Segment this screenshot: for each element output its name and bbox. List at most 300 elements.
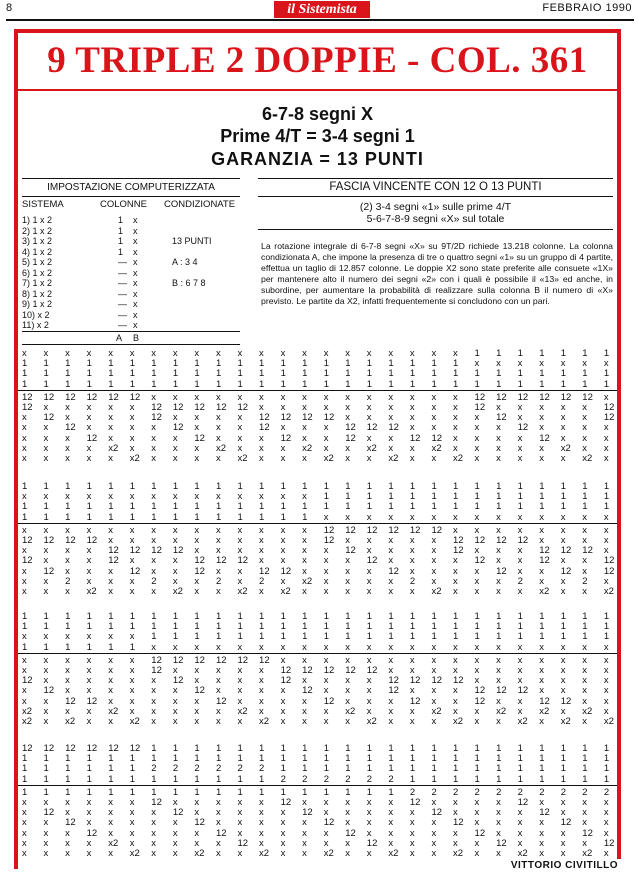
grid-cell: x — [302, 797, 307, 808]
grid-cell: 1 — [86, 753, 92, 765]
grid-cell: x — [582, 716, 588, 727]
grid-cell: x — [194, 807, 200, 819]
grid-cell: 12 — [453, 675, 464, 687]
grid-cell: x — [345, 442, 350, 454]
grid-cell: 12 — [366, 555, 378, 567]
grid-cell: 1 — [345, 753, 351, 765]
grid-cell: x — [259, 837, 264, 849]
grid-cell: x — [431, 575, 437, 587]
grid-cell: 12 — [151, 665, 162, 676]
grid-cell: 1 — [151, 753, 157, 765]
grid-cell: 12 — [129, 743, 141, 754]
grid-cell: 1 — [517, 378, 523, 390]
grid-cell: x — [215, 807, 221, 819]
grid-cell: x — [388, 442, 394, 454]
grid-cell: x — [65, 797, 70, 808]
grid-cell: 12 — [151, 412, 162, 424]
grid-cell: x — [172, 685, 178, 697]
grid-cell: x — [323, 586, 329, 597]
grid-cell: 1 — [409, 378, 416, 390]
grid-cell: x — [194, 545, 200, 557]
grid-cell: x — [302, 827, 307, 839]
grid-cell: x — [517, 837, 523, 849]
grid-cell: x — [43, 665, 49, 676]
grid-cell: 1 — [388, 631, 394, 643]
grid-cell: 1 — [151, 631, 157, 643]
grid-cell: x — [194, 524, 200, 536]
grid-cell: x — [302, 695, 307, 707]
grid-cell: x — [259, 545, 264, 557]
grid-cell: x — [388, 716, 394, 727]
grid-cell: 2 — [366, 773, 373, 785]
grid-cell: x — [366, 453, 372, 464]
grid-cell: 1 — [172, 753, 179, 765]
grid-cell: 12 — [539, 695, 550, 707]
grid-cell: 1 — [65, 611, 71, 622]
grid-cell: x — [65, 807, 70, 819]
grid-cell: 12 — [194, 432, 205, 444]
grid-cell: x — [409, 545, 415, 557]
grid-cell: 1 — [108, 358, 114, 370]
grid-cell: x — [43, 848, 49, 859]
grid-cell: x — [474, 565, 480, 577]
grid-cell: 2 — [323, 773, 329, 785]
grid-cell: 1 — [237, 621, 243, 633]
grid-cell: 1 — [539, 481, 545, 492]
grid-cell: x — [108, 422, 113, 434]
grid-cell: x — [215, 432, 221, 444]
grid-cell: x — [388, 412, 394, 424]
grid-cell: 1 — [474, 491, 480, 503]
grid-cell: 1 — [280, 481, 286, 492]
colonna-a-cell: — — [118, 278, 127, 288]
frame-right — [617, 29, 621, 859]
grid-cell: x — [603, 545, 609, 557]
grid-cell: x — [86, 654, 92, 666]
grid-cell: 1 — [453, 378, 459, 390]
grid-cell: x — [409, 412, 415, 424]
grid-cell: 12 — [86, 695, 98, 707]
grid-cell: 1 — [453, 481, 459, 492]
grid-cell: 2 — [496, 786, 502, 798]
grid-cell: x — [108, 402, 113, 413]
grid-cell: x — [517, 555, 523, 567]
grid-cell: x — [474, 422, 480, 434]
grid-cell: 1 — [259, 621, 265, 633]
grid-cell: 1 — [65, 753, 71, 765]
grid-cell: x — [560, 524, 566, 536]
grid-cell: x — [194, 348, 200, 359]
grid-cell: x — [43, 491, 49, 503]
grid-cell: 1 — [582, 348, 588, 359]
grid-cell: x — [517, 817, 523, 829]
grid-cell: x — [86, 545, 92, 557]
grid-cell: 1 — [215, 481, 222, 492]
grid-cell: x — [129, 654, 135, 666]
grid-cell: 1 — [388, 621, 394, 633]
grid-cell: x — [388, 511, 394, 523]
grid-cell: x — [65, 432, 70, 444]
footer-col-b: B — [133, 333, 140, 343]
grid-cell: 1 — [345, 621, 351, 633]
grid-cell: 12 — [280, 565, 292, 577]
grid-cell: 1 — [496, 348, 502, 359]
grid-cell: x — [108, 695, 113, 707]
sistema-cell: 1) 1 x 2 — [22, 215, 53, 225]
grid-cell: 1 — [366, 753, 373, 765]
grid-cell: x — [409, 837, 415, 849]
grid-cell: 1 — [22, 511, 28, 523]
grid-cell: 1 — [453, 773, 459, 785]
grid-cell: 12 — [151, 545, 162, 557]
grid-cell: x — [603, 422, 609, 434]
grid-cell: 1 — [302, 621, 308, 633]
grid-cell: x — [560, 827, 566, 839]
grid-cell: x — [86, 665, 92, 676]
subtitle-line-1: 6-7-8 segni X — [261, 104, 374, 124]
grid-cell: x — [366, 511, 372, 523]
grid-cell: 12 — [237, 654, 249, 666]
grid-cell: x — [302, 545, 307, 557]
grid-cell: 1 — [582, 631, 588, 643]
grid-cell: 1 — [539, 501, 545, 513]
grid-cell: x — [323, 442, 329, 454]
grid-cell: 1 — [280, 501, 286, 513]
grid-cell: x — [129, 807, 135, 819]
grid-cell: 1 — [215, 368, 222, 380]
grid-cell: x — [431, 422, 437, 434]
grid-cell: 12 — [582, 391, 593, 403]
grid-cell: 12 — [603, 402, 615, 413]
grid-cell: x2 — [560, 716, 571, 727]
grid-cell: x — [517, 412, 523, 424]
grid-cell: x — [86, 817, 92, 829]
grid-cell: x2 — [431, 705, 442, 717]
grid-cell: x — [65, 705, 70, 717]
grid-cell: x — [474, 453, 480, 464]
grid-cell: 1 — [237, 753, 243, 765]
grid-cell: x — [453, 422, 458, 434]
grid-cell: 1 — [323, 368, 329, 380]
grid-cell: 1 — [409, 611, 416, 622]
grid-cell: 12 — [388, 524, 399, 536]
grid-cell: x — [366, 705, 372, 717]
grid-cell: 1 — [43, 621, 49, 633]
grid-cell: x — [345, 675, 350, 687]
colonna-a-cell: — — [118, 288, 127, 299]
grid-cell: 1 — [474, 773, 480, 785]
grid-cell: x — [237, 575, 243, 587]
grid-cell: 1 — [86, 621, 92, 633]
grid-cell: x — [366, 348, 372, 359]
grid-cell: 12 — [65, 535, 76, 546]
grid-cell: x — [539, 685, 544, 697]
grid-cell: 1 — [172, 511, 179, 523]
body-paragraph: La rotazione integrale di 6-7-8 segni «X» su 9T/2D richiede 13.218 colonne. La colonna condizionata A, che impone la presenza di tre o quattro segni «1» su un gruppo di 4 partite, effettua un taglio di 12.857 colonne. Le doppie X2 sono state preferite alle consuete «1X» per mantenere alto il numero dei segni «2» con i quali è possibile il «13» ed anche, in subordine, per aumentare la probabilità di realizzare sulla colonna B il numero di «X» previsto. Le partite da X2, infatti frequentemente si concludono con un pari. — [261, 241, 613, 306]
grid-cell: 1 — [215, 621, 222, 633]
grid-cell: 1 — [302, 763, 308, 775]
grid-cell: x2 — [453, 716, 464, 727]
grid-cell: x2 — [582, 848, 593, 859]
grid-cell: x — [280, 545, 286, 557]
grid-cell: 1 — [172, 786, 179, 798]
grid-cell: 12 — [539, 432, 550, 444]
grid-cell: 12 — [496, 837, 507, 849]
grid-cell: x — [108, 586, 113, 597]
sistema-cell: 9) 1 x 2 — [22, 299, 53, 309]
grid-cell: x — [388, 817, 394, 829]
grid-cell: x — [65, 402, 70, 413]
grid-cell: x — [345, 848, 350, 859]
grid-cell: 1 — [194, 378, 200, 390]
grid-cell: 12 — [345, 524, 356, 536]
grid-cell: x — [151, 827, 157, 839]
grid-cell: 1 — [22, 773, 28, 785]
grid-cell: x — [259, 675, 264, 687]
grid-cell: 1 — [496, 481, 502, 492]
grid-cell: 1 — [496, 743, 502, 754]
grid-cell: x — [366, 807, 372, 819]
grid-cell: 1 — [172, 773, 179, 785]
grid-cell: 1 — [151, 368, 157, 380]
grid-cell: 12 — [539, 545, 550, 557]
grid-cell: x — [151, 705, 157, 717]
grid-cell: 12 — [151, 797, 162, 808]
grid-cell: x — [409, 586, 415, 597]
grid-cell: x2 — [22, 705, 33, 717]
grid-cell: 1 — [280, 631, 286, 643]
grid-cell: 1 — [582, 621, 588, 633]
grid-cell: 1 — [237, 368, 243, 380]
grid-cell: x — [345, 586, 350, 597]
grid-cell: 1 — [129, 773, 136, 785]
grid-cell: x — [453, 575, 458, 587]
grid-cell: x — [259, 665, 264, 676]
grid-cell: 2 — [259, 763, 265, 775]
grid-cell: x — [86, 524, 92, 536]
grid-cell: x — [517, 432, 523, 444]
grid-cell: x — [302, 817, 307, 829]
grid-cell: x — [194, 827, 200, 839]
grid-cell: 12 — [259, 422, 270, 434]
grid-cell: x — [582, 665, 588, 676]
grid-cell: x — [517, 402, 523, 413]
grid-cell: 1 — [86, 641, 92, 653]
sistema-cell: 7) 1 x 2 — [22, 278, 53, 288]
page-title: 9 TRIPLE 2 DOPPIE - COL. 361 — [47, 40, 588, 81]
grid-cell: x — [129, 827, 135, 839]
grid-cell: x — [431, 412, 437, 424]
grid-cell: x2 — [215, 442, 226, 454]
grid-cell: x — [345, 535, 350, 546]
grid-cell: x — [280, 807, 286, 819]
colonna-a-cell: — — [118, 299, 127, 309]
grid-cell: x — [22, 797, 27, 808]
grid-cell: x — [151, 565, 157, 577]
grid-cell: 1 — [215, 631, 222, 643]
grid-cell: 12 — [388, 675, 399, 687]
grid-cell: 12 — [345, 827, 356, 839]
grid-cell: 1 — [86, 763, 92, 775]
grid-cell: 1 — [108, 368, 114, 380]
grid-cell: x — [151, 675, 157, 687]
grid-cell: 1 — [474, 481, 480, 492]
grid-cell: x — [409, 348, 415, 359]
grid-cell: x — [108, 848, 113, 859]
grid-cell: 2 — [539, 786, 545, 798]
grid-cell: x — [86, 402, 92, 413]
grid-cell: x — [388, 797, 394, 808]
grid-cell: x — [474, 586, 480, 597]
grid-cell: x — [496, 641, 501, 653]
grid-cell: x — [517, 641, 523, 653]
grid-cell: 1 — [108, 378, 114, 390]
grid-cell: x — [323, 391, 329, 403]
grid-cell: x — [409, 555, 415, 567]
grid-cell: 1 — [129, 786, 136, 798]
grid-cell: 1 — [259, 378, 265, 390]
header-colonne: COLONNE — [100, 199, 147, 210]
grid-cell: 1 — [86, 773, 92, 785]
grid-cell: x — [345, 511, 350, 523]
grid-cell: 1 — [345, 501, 351, 513]
grid-cell: x2 — [453, 848, 464, 859]
colonna-a-cell: 1 — [118, 225, 124, 236]
grid-cell: 1 — [172, 631, 179, 643]
grid-cell: 1 — [65, 773, 71, 785]
grid-cell: x — [194, 797, 200, 808]
sistema-cell: 6) 1 x 2 — [22, 267, 53, 278]
grid-cell: 1 — [409, 501, 416, 513]
grid-cell: 1 — [409, 358, 416, 370]
grid-cell: x — [323, 575, 329, 587]
grid-cell: 1 — [280, 378, 286, 390]
grid-cell: 12 — [323, 524, 335, 536]
grid-cell: x — [453, 555, 458, 567]
grid-cell: x — [345, 716, 350, 727]
grid-cell: 1 — [215, 611, 222, 622]
grid-cell: x — [86, 675, 92, 687]
grid-cell: 1 — [237, 378, 243, 390]
grid-cell: x — [517, 705, 523, 717]
grid-cell: 1 — [86, 511, 92, 523]
grid-cell: 1 — [496, 491, 502, 503]
grid-cell: x — [108, 675, 113, 687]
grid-cell: 1 — [603, 368, 610, 380]
grid-cell: x — [582, 555, 588, 567]
grid-cell: 12 — [280, 675, 292, 687]
grid-cell: x — [280, 535, 286, 546]
grid-cell: x — [409, 685, 415, 697]
grid-cell: x — [323, 422, 329, 434]
grid-cell: 12 — [323, 412, 335, 424]
grid-cell: x — [22, 575, 27, 587]
grid-cell: 1 — [517, 481, 523, 492]
grid-cell: 1 — [108, 763, 114, 775]
grid-cell: 1 — [582, 368, 588, 380]
grid-cell: 1 — [496, 621, 502, 633]
grid-cell: 12 — [129, 545, 141, 557]
grid-cell: 1 — [431, 481, 437, 492]
grid-cell: 1 — [388, 743, 394, 754]
grid-cell: x — [280, 705, 286, 717]
grid-cell: 1 — [215, 753, 222, 765]
grid-cell: x — [65, 524, 70, 536]
grid-cell: x — [65, 837, 70, 849]
grid-cell: x — [151, 837, 157, 849]
grid-cell: 1 — [194, 368, 200, 380]
grid-cell: x — [496, 432, 501, 444]
header-condizionate: CONDIZIONATE — [164, 199, 236, 210]
grid-cell: x — [302, 391, 307, 403]
grid-cell: x — [151, 695, 157, 707]
grid-cell: 2 — [517, 575, 523, 587]
grid-cell: 1 — [237, 501, 243, 513]
grid-cell: 12 — [43, 535, 55, 546]
grid-cell: x — [22, 817, 27, 829]
grid-cell: 12 — [280, 432, 292, 444]
grid-cell: x — [409, 442, 415, 454]
grid-cell: x — [65, 555, 70, 567]
grid-cell: 12 — [517, 535, 529, 546]
grid-cell: x — [323, 827, 329, 839]
grid-cell: 1 — [345, 763, 351, 775]
grid-cell: x — [237, 807, 243, 819]
grid-cell: x — [323, 348, 329, 359]
grid-cell: x — [194, 586, 200, 597]
grid-cell: x — [582, 412, 588, 424]
grid-cell: x — [409, 705, 415, 717]
grid-cell: 1 — [474, 621, 480, 633]
grid-cell: 1 — [43, 511, 49, 523]
grid-cell: x — [517, 665, 523, 676]
grid-cell: x — [517, 654, 523, 666]
grid-cell: 1 — [539, 378, 545, 390]
grid-cell: 12 — [409, 695, 421, 707]
grid-cell: 1 — [560, 743, 567, 754]
grid-cell: x — [582, 807, 588, 819]
grid-cell: 12 — [215, 695, 227, 707]
grid-cell: x — [194, 391, 200, 403]
grid-cell: x — [22, 491, 27, 503]
grid-cell: 1 — [409, 763, 416, 775]
grid-cell: x — [453, 837, 458, 849]
grid-cell: 1 — [539, 621, 545, 633]
grid-cell: x — [582, 402, 588, 413]
grid-cell: 1 — [366, 631, 373, 643]
grid-cell: x — [496, 695, 501, 707]
grid-cell: x — [237, 685, 243, 697]
grid-cell: 1 — [323, 481, 329, 492]
grid-cell: 1 — [409, 631, 416, 643]
grid-cell: 12 — [603, 555, 615, 567]
grid-cell: x — [388, 695, 394, 707]
grid-cell: x — [474, 654, 480, 666]
grid-cell: 1 — [431, 753, 437, 765]
grid-cell: x — [431, 685, 437, 697]
grid-cell: 12 — [302, 665, 313, 676]
grid-cell: 1 — [280, 368, 286, 380]
grid-cell: x — [496, 545, 501, 557]
grid-cell: 1 — [431, 763, 437, 775]
grid-cell: x — [65, 348, 70, 359]
grid-cell: 1 — [194, 743, 200, 754]
grid-cell: 12 — [496, 391, 507, 403]
grid-cell: 1 — [151, 481, 157, 492]
grid-cell: 1 — [453, 611, 459, 622]
grid-cell: x — [151, 453, 157, 464]
grid-cell: 1 — [151, 358, 157, 370]
